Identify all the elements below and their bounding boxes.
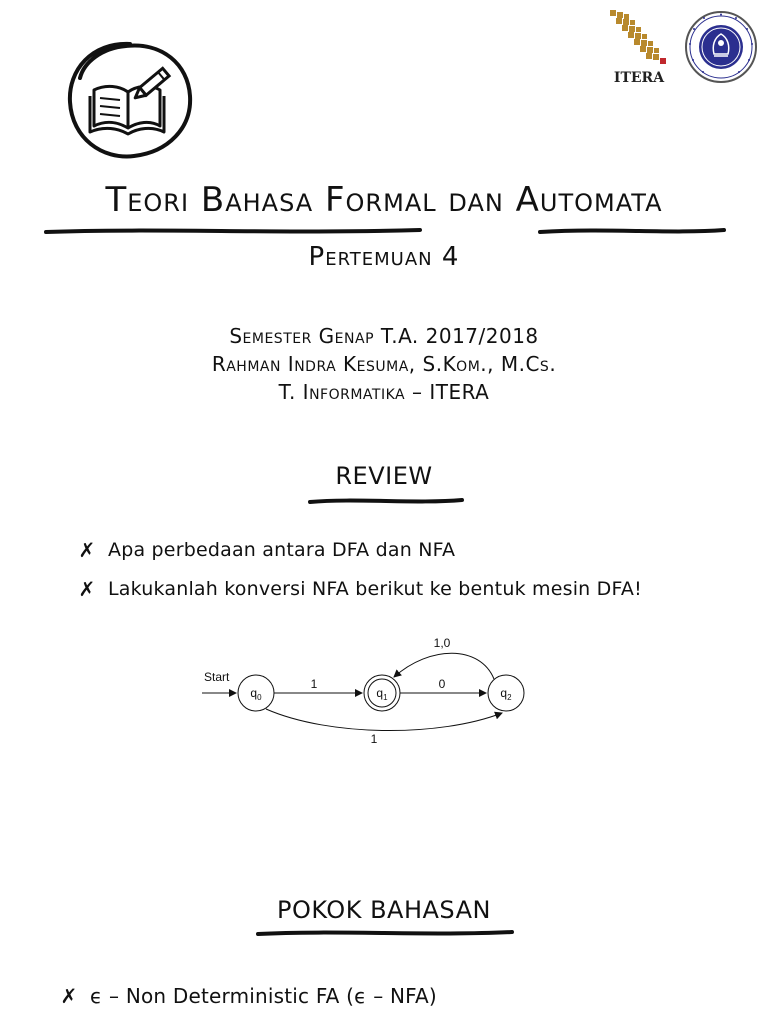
edge-q0-q1-label: 1 — [310, 677, 318, 691]
itera-logo — [602, 6, 676, 90]
review-underline — [306, 494, 466, 508]
start-label: Start — [204, 670, 230, 684]
cross-mark-icon: ✗ — [60, 984, 78, 1008]
svg-text:q1: $q_1$ — [376, 686, 388, 702]
edge-q2-q1 — [394, 653, 494, 679]
edge-q1-q2-label: 0 — [438, 677, 446, 691]
itera-wordmark: ITERA — [613, 70, 665, 86]
semester-info: Semester Genap T.A. 2017/2018 — [229, 324, 539, 348]
nfa-diagram — [190, 625, 540, 750]
review-item-text: Lakukanlah konversi NFA berikut ke bentuk mesin DFA! — [108, 578, 642, 600]
state-q1 — [364, 675, 400, 711]
edge-q0-q2-label: 1 — [370, 732, 378, 746]
itera-emblem-icon — [602, 6, 676, 70]
review-item — [78, 577, 642, 601]
state-q2 — [488, 675, 524, 711]
page-title: Teori Bahasa Formal dan Automata — [105, 180, 663, 220]
book-with-pencil-icon — [62, 38, 198, 162]
meeting-subtitle: Pertemuan 4 — [308, 242, 460, 272]
title-underline — [40, 222, 730, 240]
cross-mark-icon: ✗ — [78, 577, 96, 601]
review-heading: REVIEW — [335, 462, 433, 490]
svg-text:q2: $q_2$ — [500, 686, 512, 702]
itb-seal-icon — [684, 10, 758, 84]
topic-item — [60, 984, 437, 1008]
topic-item-text: ϵ – Non Deterministic FA (ϵ – NFA) — [90, 984, 437, 1008]
svg-text:q0: $q_0$ — [250, 686, 262, 702]
edge-q2-q1-label: 1,0 — [433, 636, 451, 650]
topics-heading: POKOK BAHASAN — [277, 896, 491, 924]
lecturer-info: Rahman Indra Kesuma, S.Kom., M.Cs. — [211, 352, 557, 376]
topics-underline — [254, 926, 516, 940]
state-q0 — [238, 675, 274, 711]
program-info: T. Informatika – ITERA — [278, 380, 490, 404]
cross-mark-icon: ✗ — [78, 538, 96, 562]
edge-q0-q2 — [266, 709, 502, 731]
review-item — [78, 538, 455, 562]
review-item-text: Apa perbedaan antara DFA dan NFA — [108, 539, 456, 561]
